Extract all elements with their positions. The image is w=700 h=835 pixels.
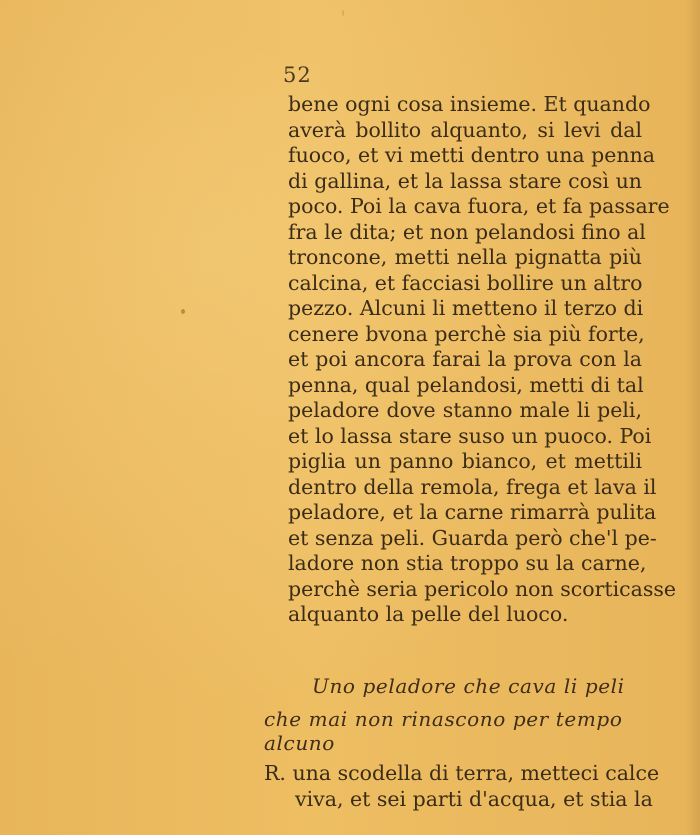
text-line: perchè seria pericolo non scorticasse: [288, 576, 677, 601]
text-line: viva, et sei parti d'acqua, et stia la: [295, 787, 653, 811]
text-line: cenere bvona perchè sia più forte,: [288, 321, 645, 346]
text-line: piglia un panno bianco, et mettili: [288, 449, 642, 473]
text-line: peladore dove stanno male li peli,: [288, 398, 642, 422]
text-line: di gallina, et la lassa stare così un: [288, 168, 642, 193]
paper-speck: [181, 309, 185, 314]
text-line: fuoco, et vi metti dentro una penna: [288, 143, 656, 167]
text-line: averà bollito alquanto, si levi dal: [288, 117, 642, 142]
text-line: et poi ancora farai la prova con la: [288, 347, 642, 371]
page-number: 52: [283, 63, 312, 87]
recipe-heading-line-2: che mai non rinascono per tempo alcuno: [264, 707, 623, 755]
text-line: R. una scodella di terra, metteci calce: [264, 761, 660, 785]
text-line: et lo lassa stare suso un puoco. Poi: [288, 423, 652, 448]
paper-speck: [342, 10, 344, 16]
text-line: alquanto la pelle del luoco.: [288, 602, 569, 626]
text-line: penna, qual pelandosi, metti di tal: [288, 372, 644, 397]
text-line: poco. Poi la cava fuora, et fa passare: [288, 194, 670, 218]
recipe-heading-line-1: Uno peladore che cava li peli: [312, 674, 625, 698]
text-line: bene ogni cosa insieme. Et quando: [288, 92, 651, 116]
text-line: et senza peli. Guarda però che'l pe-: [288, 525, 657, 550]
body-paragraph: [288, 92, 677, 628]
text-line: fra le dita; et non pelandosi fino al: [288, 219, 646, 244]
text-line: ladore non stia troppo su la carne,: [288, 551, 647, 575]
text-line: calcina, et facciasi bollire un altro: [288, 270, 643, 295]
text-line: pezzo. Alcuni li metteno il terzo di: [288, 296, 644, 320]
recipe-paragraph: [264, 760, 660, 812]
text-line: troncone, metti nella pignatta più: [288, 245, 642, 269]
text-line: peladore, et la carne rimarrà pulita: [288, 500, 657, 524]
text-line: dentro della remola, frega et lava il: [288, 474, 657, 499]
